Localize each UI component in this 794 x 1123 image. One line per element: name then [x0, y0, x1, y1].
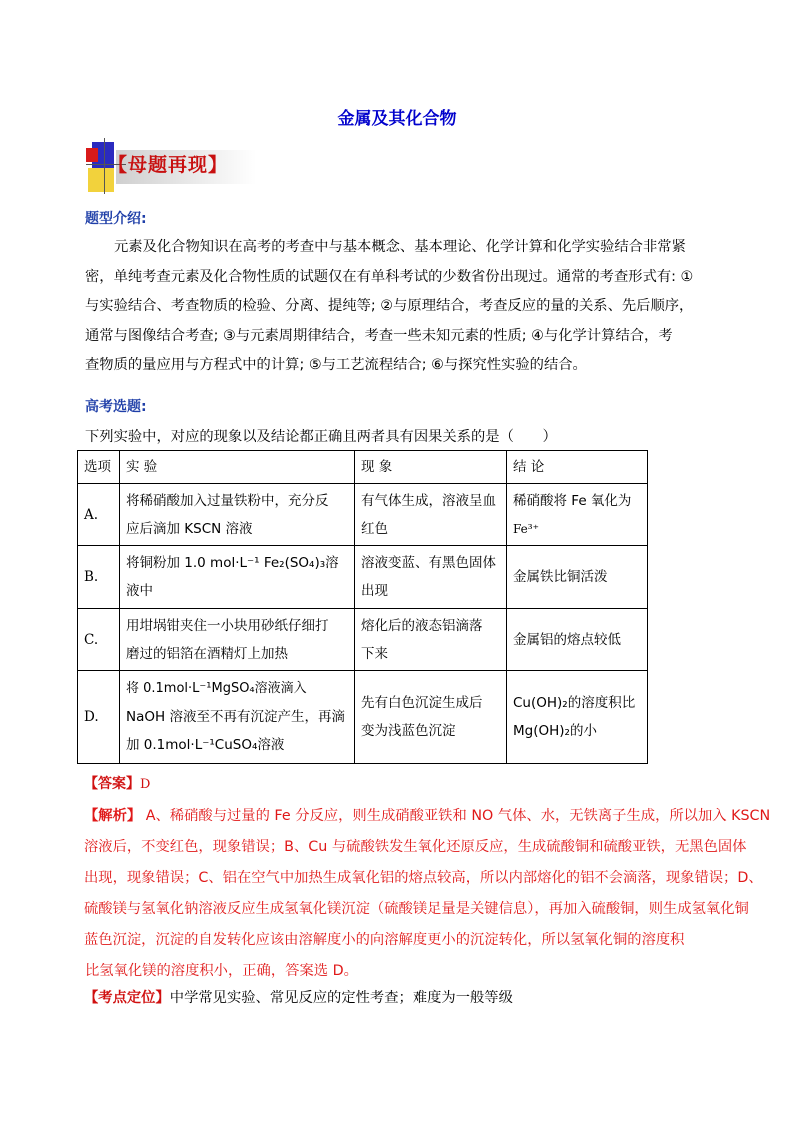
analysis-block	[84, 801, 774, 987]
analysis-line: 硫酸镁与氢氧化钠溶液反应生成氢氧化镁沉淀（硫酸镁足量是关键信息），再加入硫酸铜，则生成氢氧化铜	[84, 901, 749, 917]
cell-line: 稀硝酸将 Fe 氧化为	[513, 492, 632, 509]
cell-line: Cu(OH)₂的溶度积比	[513, 695, 636, 711]
conclusion-cell	[507, 671, 648, 764]
intro-line: 元素及化合物知识在高考的考查中与基本概念、基本理论、化学计算和化学实验结合非常紧	[114, 239, 686, 255]
question-text: 下列实验中，对应的现象以及结论都正确且两者具有因果关系的是（ ）	[85, 429, 557, 445]
kaodian-text: 中学常见实验、常见反应的定性考查；难度为一般等级	[169, 990, 513, 1006]
intro-paragraph	[85, 233, 694, 381]
phenomenon-cell	[355, 484, 507, 546]
table-row	[78, 609, 648, 671]
phenomenon-cell	[355, 609, 507, 671]
cell-line: 液中	[126, 583, 153, 599]
answer-line	[84, 773, 150, 793]
option-cell: B.	[78, 546, 120, 609]
conclusion-cell	[507, 484, 648, 546]
intro-line: 查物质的量应用与方程式中的计算; ⑤与工艺流程结合; ⑥与探究性实验的结合。	[85, 357, 587, 373]
table-header-row	[78, 451, 648, 484]
cell-line: 应后滴加 KSCN 溶液	[126, 520, 253, 537]
phenomenon-cell	[355, 671, 507, 764]
table-row	[78, 484, 648, 546]
cell-line: 红色	[361, 520, 388, 537]
analysis-tag: 【解析】	[84, 808, 142, 824]
experiment-cell	[120, 484, 355, 546]
option-cell: A.	[78, 484, 120, 546]
experiment-cell	[120, 671, 355, 764]
cell-line: 将 0.1mol·L⁻¹MgSO₄溶液滴入	[126, 681, 307, 696]
cell-line: 加 0.1mol·L⁻¹CuSO₄溶液	[126, 737, 285, 753]
table-row	[78, 671, 648, 764]
cell-line: 先有白色沉淀生成后	[361, 695, 483, 711]
analysis-text: A、稀硝酸与过量的 Fe 分反应，则生成硝酸亚铁和 NO 气体、水，无铁离子生成，所以加入 KSCN	[141, 808, 771, 824]
cell-line: 下来	[361, 645, 388, 662]
cell-line: Fe³⁺	[513, 521, 539, 536]
conclusion-cell: 金属铝的熔点较低	[507, 609, 648, 671]
option-cell: D.	[78, 671, 120, 764]
banner-text: 【母题再现】	[108, 154, 229, 176]
phenomenon-cell	[355, 546, 507, 609]
intro-line: 密，单纯考查元素及化合物性质的试题仅在有单科考试的少数省份出现过。通常的考查形式有: ①	[85, 268, 694, 285]
cell-line: 熔化后的液态铝滴落	[361, 617, 483, 634]
page-title: 金属及其化合物	[337, 109, 457, 129]
cell-line: 变为浅蓝色沉淀	[361, 723, 456, 739]
answer-value: D	[140, 777, 151, 792]
conclusion-cell: 金属铁比铜活泼	[507, 546, 648, 609]
analysis-line: 蓝色沉淀，沉淀的自发转化应该由溶解度小的向溶解度更小的沉淀转化，所以氢氧化铜的溶度积	[84, 932, 685, 948]
experiment-cell	[120, 546, 355, 609]
cell-line: NaOH 溶液至不再有沉淀产生，再滴	[126, 709, 345, 725]
cell-line: 溶液变蓝、有黑色固体	[361, 555, 496, 571]
intro-line: 通常与图像结合考查; ③与元素周期律结合，考查一些未知元素的性质; ④与化学计算结合，考	[85, 327, 673, 344]
option-cell: C.	[78, 609, 120, 671]
cell-line: 将铜粉加 1.0 mol·L⁻¹ Fe₂(SO₄)₃溶	[126, 555, 339, 571]
kaodian-tag: 【考点定位】	[84, 990, 170, 1006]
analysis-line: 比氢氧化镁的溶度积小，正确，答案选 D。	[85, 963, 358, 979]
analysis-line	[84, 801, 774, 832]
header-phenomenon: 现 象	[355, 451, 507, 484]
cell-line: 出现	[361, 583, 388, 599]
intro-line: 与实验结合、考查物质的检验、分离、提纯等; ②与原理结合，考查反应的量的关系、先后顺序，	[85, 298, 694, 314]
analysis-line: 出现，现象错误；C、铝在空气中加热生成氧化铝的熔点较高，所以内部熔化的铝不会滴落，现象错误；D、	[84, 870, 763, 886]
banner-line	[104, 138, 105, 194]
kaodian-line	[84, 987, 513, 1007]
header-experiment: 实 验	[120, 451, 355, 484]
cell-line: Mg(OH)₂的小	[513, 723, 597, 739]
intro-label: 题型介绍:	[85, 211, 147, 227]
header-conclusion: 结 论	[507, 451, 648, 484]
cell-line: 磨过的铝箔在酒精灯上加热	[126, 645, 288, 662]
cell-line: 有气体生成，溶液呈血	[361, 492, 496, 509]
header-option: 选项	[78, 451, 120, 484]
cell-line: 用坩埚钳夹住一小块用砂纸仔细打	[126, 617, 329, 634]
experiment-table	[77, 450, 648, 764]
cell-line: 将稀硝酸加入过量铁粉中，充分反	[126, 492, 329, 509]
table-row	[78, 546, 648, 609]
section-banner	[86, 138, 256, 194]
analysis-line: 溶液后，不变红色，现象错误；B、Cu 与硫酸铁发生氧化还原反应，生成硫酸铜和硫酸亚铁，无黑色固体	[84, 839, 747, 855]
experiment-cell	[120, 609, 355, 671]
answer-tag: 【答案】	[84, 776, 140, 792]
banner-red-square	[86, 148, 98, 162]
exam-label: 高考选题:	[85, 399, 147, 415]
